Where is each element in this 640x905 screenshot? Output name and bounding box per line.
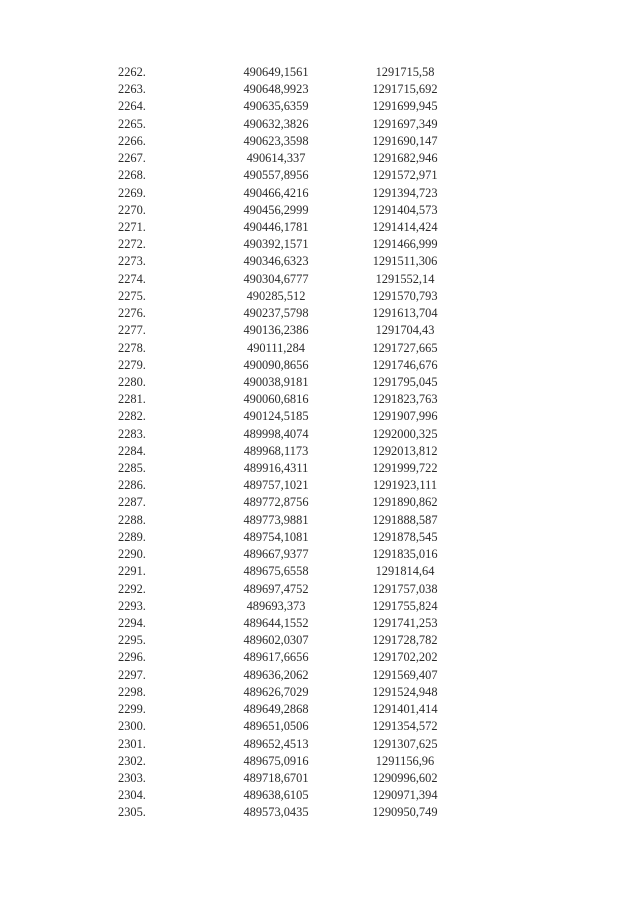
table-row: [0, 598, 640, 615]
point-number: 2267.: [118, 151, 146, 166]
coordinate-y: 1291524,948: [372, 684, 438, 699]
coordinate-y: 1290996,602: [372, 770, 438, 785]
point-number: 2288.: [118, 512, 146, 527]
coordinate-x: 489675,6558: [243, 564, 309, 579]
coordinate-y: 1291835,016: [372, 547, 438, 562]
coordinate-x: 490136,2386: [243, 323, 309, 338]
coordinate-x: 489968,1173: [243, 443, 309, 458]
table-row: [0, 684, 640, 701]
coordinate-x: 489651,0506: [243, 719, 309, 734]
coordinate-x: 489636,2062: [243, 667, 309, 682]
table-row: [0, 116, 640, 133]
coordinate-y: 1292013,812: [372, 443, 438, 458]
point-number: 2282.: [118, 409, 146, 424]
point-number: 2270.: [118, 202, 146, 217]
coordinate-y: 1291878,545: [372, 529, 438, 544]
coordinate-x: 490090,8656: [243, 357, 309, 372]
point-number: 2304.: [118, 788, 146, 803]
coordinate-x: 490466,4216: [243, 185, 309, 200]
coordinate-y: 1291757,038: [372, 581, 438, 596]
coordinate-x: 489916,4311: [243, 461, 309, 476]
coordinate-y: 1291569,407: [372, 667, 438, 682]
coordinate-x: 489626,7029: [243, 684, 309, 699]
coordinate-y: 1291307,625: [372, 736, 438, 751]
coordinate-y: 1291728,782: [372, 633, 438, 648]
coordinate-x: 489757,1021: [243, 478, 309, 493]
point-number: 2303.: [118, 770, 146, 785]
coordinate-y: 1291907,996: [372, 409, 438, 424]
point-number: 2269.: [118, 185, 146, 200]
coordinate-x: 490038,9181: [243, 374, 309, 389]
coordinate-y: 1291697,349: [372, 116, 438, 131]
coordinate-y: 1290950,749: [372, 805, 438, 820]
table-row: [0, 340, 640, 357]
table-row: [0, 374, 640, 391]
point-number: 2265.: [118, 116, 146, 131]
coordinate-x: 489998,4074: [243, 426, 309, 441]
table-row: [0, 391, 640, 408]
coordinate-y: 1291795,045: [372, 374, 438, 389]
table-row: [0, 649, 640, 666]
coordinate-y: 1291414,424: [372, 219, 438, 234]
coordinate-y: 1291401,414: [372, 702, 438, 717]
table-row: [0, 322, 640, 339]
point-number: 2291.: [118, 564, 146, 579]
point-number: 2273.: [118, 254, 146, 269]
coordinate-x: 490346,6323: [243, 254, 309, 269]
point-number: 2280.: [118, 374, 146, 389]
coordinate-y: 1291572,971: [372, 168, 438, 183]
table-row: [0, 305, 640, 322]
table-row: [0, 443, 640, 460]
coordinate-y: 1291466,999: [372, 237, 438, 252]
table-row: [0, 529, 640, 546]
coordinate-x: 490648,9923: [243, 82, 309, 97]
point-number: 2294.: [118, 616, 146, 630]
point-number: 2268.: [118, 168, 146, 183]
point-number: 2274.: [118, 271, 146, 286]
coordinate-x: 489602,0307: [243, 633, 309, 648]
table-row: [0, 253, 640, 270]
coordinate-x: 490623,3598: [243, 133, 309, 148]
table-row: [0, 512, 640, 529]
table-row: [0, 753, 640, 770]
coordinate-x: 489573,0435: [243, 805, 309, 820]
point-number: 2276.: [118, 306, 146, 321]
point-number: 2281.: [118, 392, 146, 407]
coordinate-x: 490649,1561: [243, 65, 309, 79]
table-row: [0, 185, 640, 202]
coordinate-y: 1291690,147: [372, 133, 438, 148]
coordinate-y: 1291552,14: [375, 271, 435, 286]
coordinate-table: [0, 64, 640, 822]
coordinate-x: 489718,6701: [243, 770, 309, 785]
coordinate-y: 1291404,573: [372, 202, 438, 217]
point-number: 2284.: [118, 443, 146, 458]
point-number: 2297.: [118, 667, 146, 682]
coordinate-y: 1291354,572: [372, 719, 438, 734]
coordinate-x: 489773,9881: [243, 512, 309, 527]
coordinate-y: 1291704,43: [375, 323, 435, 338]
table-row: [0, 632, 640, 649]
table-row: [0, 150, 640, 167]
table-row: [0, 770, 640, 787]
coordinate-y: 1291394,723: [372, 185, 438, 200]
coordinate-y: 1291823,763: [372, 392, 438, 407]
coordinate-x: 489693,373: [246, 598, 306, 613]
coordinate-y: 1291888,587: [372, 512, 438, 527]
table-row: [0, 236, 640, 253]
point-number: 2283.: [118, 426, 146, 441]
coordinate-y: 1291156,96: [375, 753, 435, 768]
point-number: 2299.: [118, 702, 146, 717]
point-number: 2305.: [118, 805, 146, 820]
coordinate-x: 490635,6359: [243, 99, 309, 114]
coordinate-x: 490111,284: [247, 340, 305, 355]
coordinate-y: 1291814,64: [375, 564, 435, 579]
point-number: 2286.: [118, 478, 146, 493]
coordinate-x: 490557,8956: [243, 168, 309, 183]
table-row: [0, 615, 640, 632]
table-row: [0, 563, 640, 580]
coordinate-x: 490446,1781: [243, 219, 309, 234]
table-row: [0, 167, 640, 184]
point-number: 2266.: [118, 133, 146, 148]
coordinate-y: 1291511,306: [372, 254, 438, 269]
coordinate-y: 1291746,676: [372, 357, 438, 372]
point-number: 2264.: [118, 99, 146, 114]
point-number: 2302.: [118, 753, 146, 768]
table-row: [0, 64, 640, 81]
point-number: 2278.: [118, 340, 146, 355]
table-row: [0, 787, 640, 804]
coordinate-y: 1291715,692: [372, 82, 438, 97]
table-row: [0, 546, 640, 563]
coordinate-x: 490304,6777: [243, 271, 309, 286]
coordinate-x: 489617,6656: [243, 650, 309, 665]
coordinate-x: 489772,8756: [243, 495, 309, 510]
coordinate-y: 1292000,325: [372, 426, 438, 441]
coordinate-x: 490392,1571: [243, 237, 309, 252]
coordinate-y: 1291702,202: [372, 650, 438, 665]
coordinate-x: 489644,1552: [243, 616, 309, 630]
table-row: [0, 667, 640, 684]
coordinate-y: 1291741,253: [372, 616, 438, 630]
table-row: [0, 736, 640, 753]
point-number: 2300.: [118, 719, 146, 734]
coordinate-x: 489638,6105: [243, 788, 309, 803]
point-number: 2295.: [118, 633, 146, 648]
point-number: 2290.: [118, 547, 146, 562]
table-row: [0, 81, 640, 98]
table-row: [0, 426, 640, 443]
coordinate-x: 489649,2868: [243, 702, 309, 717]
coordinate-x: 490060,6816: [243, 392, 309, 407]
point-number: 2298.: [118, 684, 146, 699]
coordinate-y: 1291613,704: [372, 306, 438, 321]
coordinate-x: 490614,337: [246, 151, 306, 166]
coordinate-x: 489652,4513: [243, 736, 309, 751]
point-number: 2289.: [118, 529, 146, 544]
coordinate-y: 1291923,111: [372, 478, 438, 493]
coordinate-x: 490237,5798: [243, 306, 309, 321]
table-row: [0, 357, 640, 374]
point-number: 2293.: [118, 598, 146, 613]
table-row: [0, 494, 640, 511]
point-number: 2262.: [118, 65, 146, 79]
coordinate-y: 1290971,394: [372, 788, 438, 803]
table-row: [0, 133, 640, 150]
table-row: [0, 219, 640, 236]
point-number: 2277.: [118, 323, 146, 338]
coordinate-y: 1291699,945: [372, 99, 438, 114]
point-number: 2271.: [118, 219, 146, 234]
point-number: 2292.: [118, 581, 146, 596]
coordinate-x: 489675,0916: [243, 753, 309, 768]
table-row: [0, 701, 640, 718]
coordinate-y: 1291715,58: [375, 65, 435, 79]
table-row: [0, 804, 640, 821]
point-number: 2279.: [118, 357, 146, 372]
coordinate-x: 490456,2999: [243, 202, 309, 217]
point-number: 2275.: [118, 288, 146, 303]
coordinate-x: 489667,9377: [243, 547, 309, 562]
table-row: [0, 271, 640, 288]
table-row: [0, 581, 640, 598]
coordinate-y: 1291755,824: [372, 598, 438, 613]
table-row: [0, 202, 640, 219]
point-number: 2301.: [118, 736, 146, 751]
coordinate-x: 490632,3826: [243, 116, 309, 131]
point-number: 2263.: [118, 82, 146, 97]
coordinate-x: 489697,4752: [243, 581, 309, 596]
table-row: [0, 98, 640, 115]
coordinate-y: 1291999,722: [372, 461, 438, 476]
point-number: 2287.: [118, 495, 146, 510]
point-number: 2296.: [118, 650, 146, 665]
coordinate-y: 1291890,862: [372, 495, 438, 510]
coordinate-x: 490285,512: [246, 288, 306, 303]
table-row: [0, 460, 640, 477]
table-row: [0, 408, 640, 425]
table-row: [0, 288, 640, 305]
coordinate-y: 1291682,946: [372, 151, 438, 166]
coordinate-y: 1291727,665: [372, 340, 438, 355]
coordinate-y: 1291570,793: [372, 288, 438, 303]
point-number: 2285.: [118, 461, 146, 476]
table-row: [0, 718, 640, 735]
point-number: 2272.: [118, 237, 146, 252]
coordinate-x: 490124,5185: [243, 409, 309, 424]
table-row: [0, 477, 640, 494]
coordinate-x: 489754,1081: [243, 529, 309, 544]
